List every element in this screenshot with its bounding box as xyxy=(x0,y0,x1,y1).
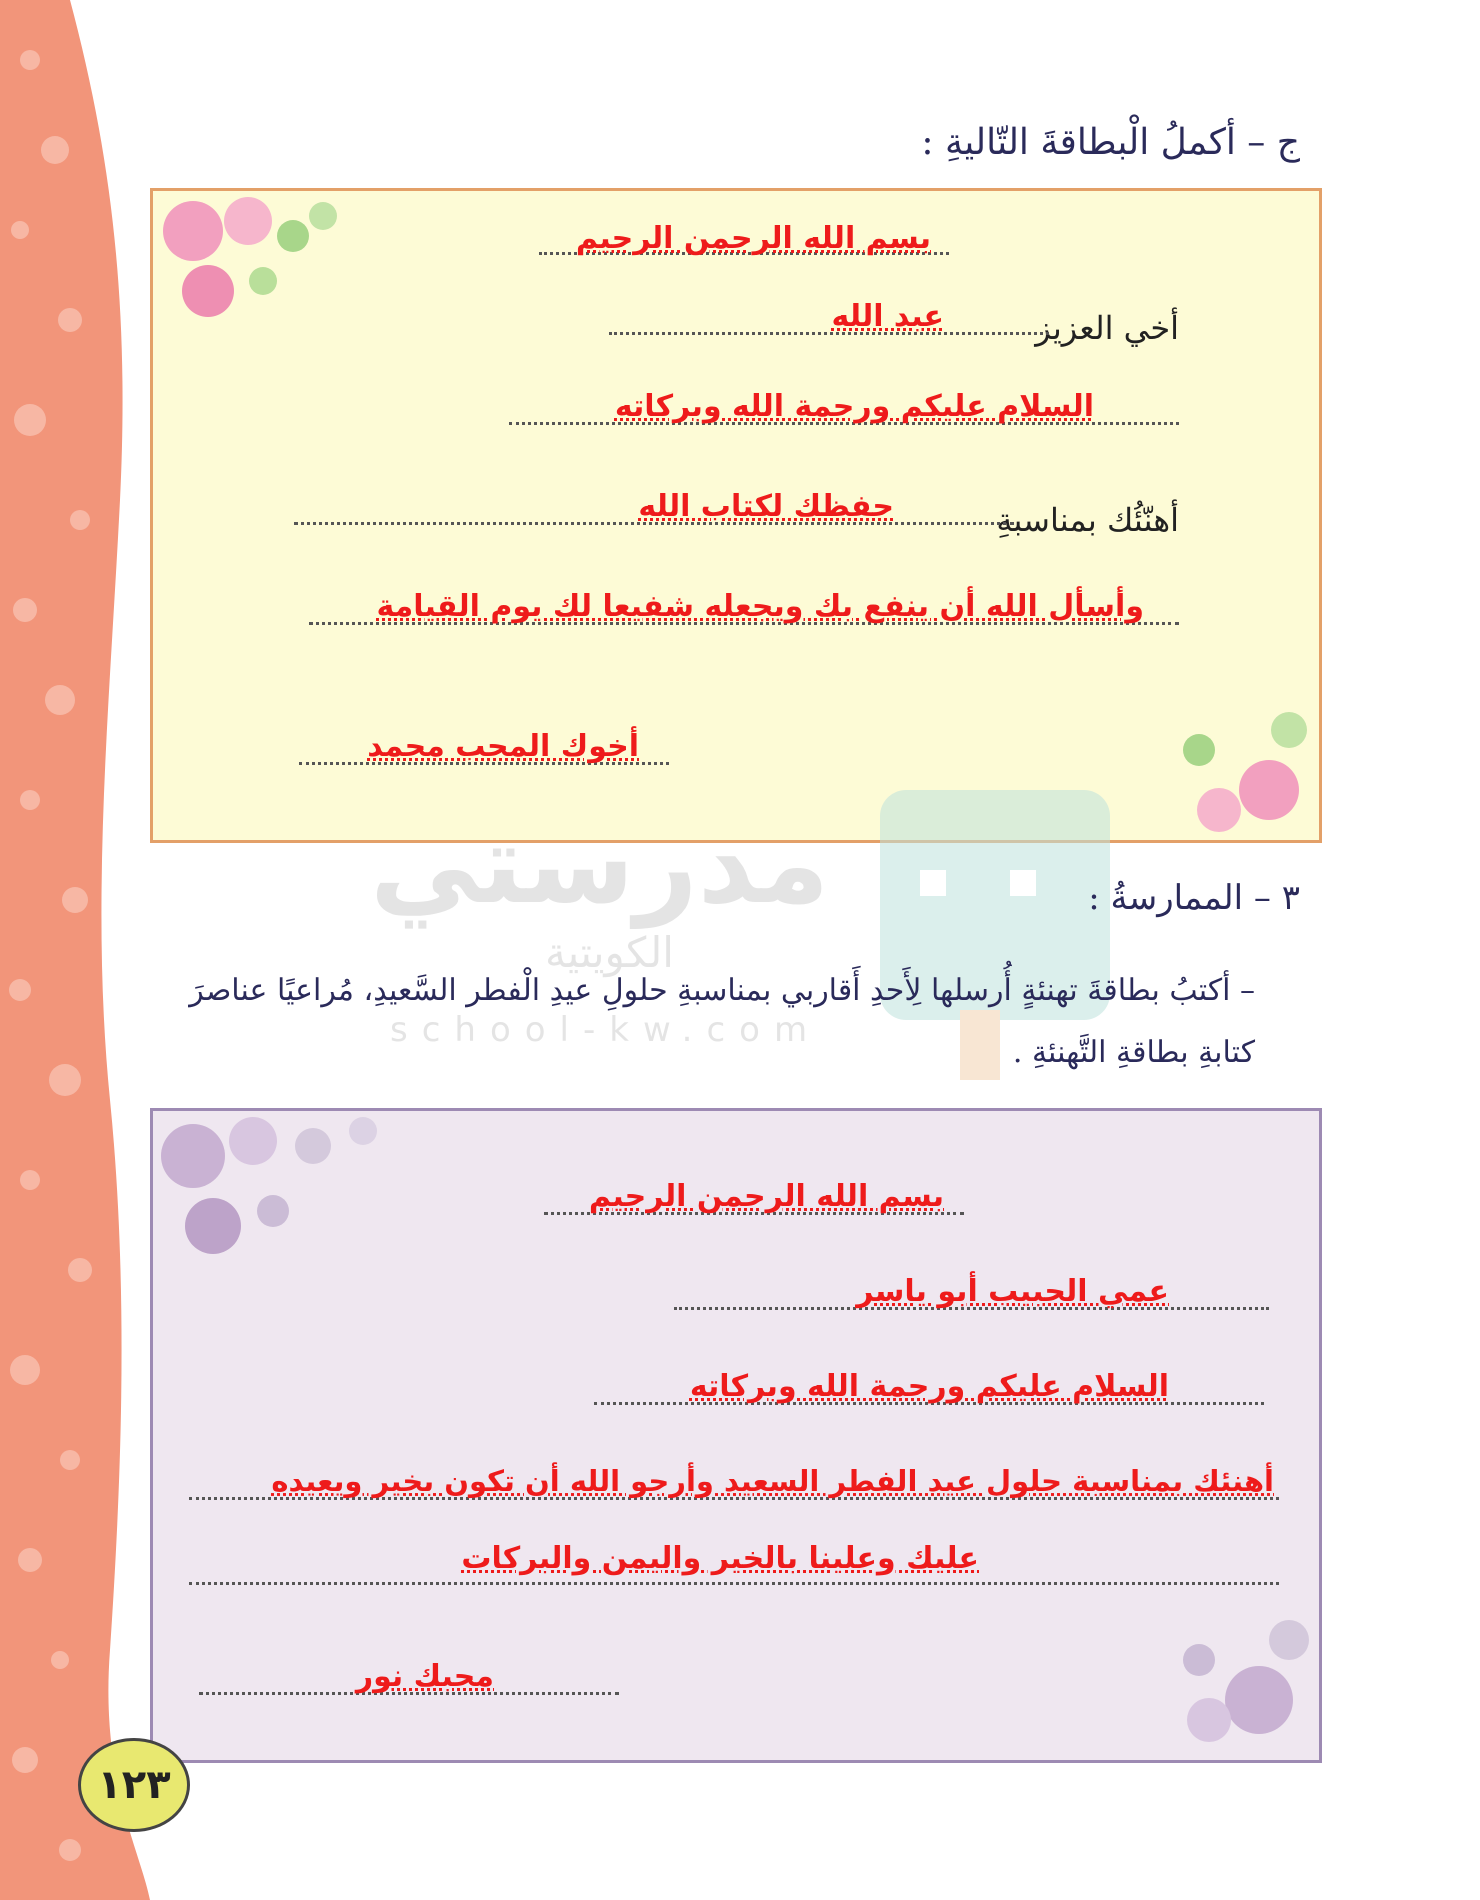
card1-label-2: أخي العزيز xyxy=(1035,309,1179,347)
card1-answer-2: عبد الله xyxy=(831,299,944,334)
card1-answer-5: وأسأل الله أن ينفع بك ويجعله شفيعا لك يوم القيامة xyxy=(376,589,1144,624)
card1-answer-6: أخوك المحب محمد xyxy=(367,729,639,764)
greeting-card-completion xyxy=(150,188,1322,843)
greeting-card-practice xyxy=(150,1108,1322,1763)
card1-answer-3: السلام عليكم ورحمة الله وبركاته xyxy=(614,389,1094,424)
card1-answer-4: حفظك لكتاب الله xyxy=(638,489,894,524)
flower-decoration-icon xyxy=(153,1111,413,1281)
page-number: ١٢٣ xyxy=(78,1738,190,1832)
card2-answer-5: عليك وعلينا بالخير واليمن والبركات xyxy=(461,1541,979,1576)
card2-answer-2: عمي الحبيب أبو ياسر xyxy=(856,1274,1169,1309)
card1-answer-1: بسم الله الرحمن الرحيم xyxy=(575,221,931,256)
flower-decoration-icon xyxy=(1139,680,1319,840)
watermark-subtext: الكويتية xyxy=(545,928,674,977)
card1-line-2[interactable] xyxy=(609,291,1049,335)
decorative-side-band xyxy=(0,0,150,1900)
card1-label-4: أهنّئُك بمناسبةِ xyxy=(996,501,1179,539)
section-instruction: – أكتبُ بطاقةَ تهنئةٍ أُرسلها لِأَحدِ أَقاربي بمناسبةِ حلولِ عيدِ الْفطر السَّعيدِ، مُراعيًا عناصرَ كتابةِ بطاقةِ التَّهنئةِ . xyxy=(189,973,1255,1070)
flower-decoration-icon xyxy=(1139,1580,1319,1760)
card2-answer-1: بسم الله الرحمن الرحيم xyxy=(588,1179,944,1214)
watermark-url: school-kw.com xyxy=(390,1010,822,1050)
flower-decoration-icon xyxy=(153,191,373,341)
exercise-heading: ج – أكملُ الْبطاقةَ التّاليةِ : xyxy=(921,122,1300,163)
card2-answer-4: أهنئك بمناسبة حلول عيد الفطر السعيد وأرجو الله أن تكون بخير ويعيده xyxy=(271,1464,1274,1498)
watermark-text: مدرستي xyxy=(370,800,830,928)
card2-answer-6: محبك نور xyxy=(355,1659,494,1694)
section-title: ٣ – الممارسةُ : xyxy=(1088,878,1300,918)
card2-answer-3: السلام عليكم ورحمة الله وبركاته xyxy=(689,1369,1169,1404)
